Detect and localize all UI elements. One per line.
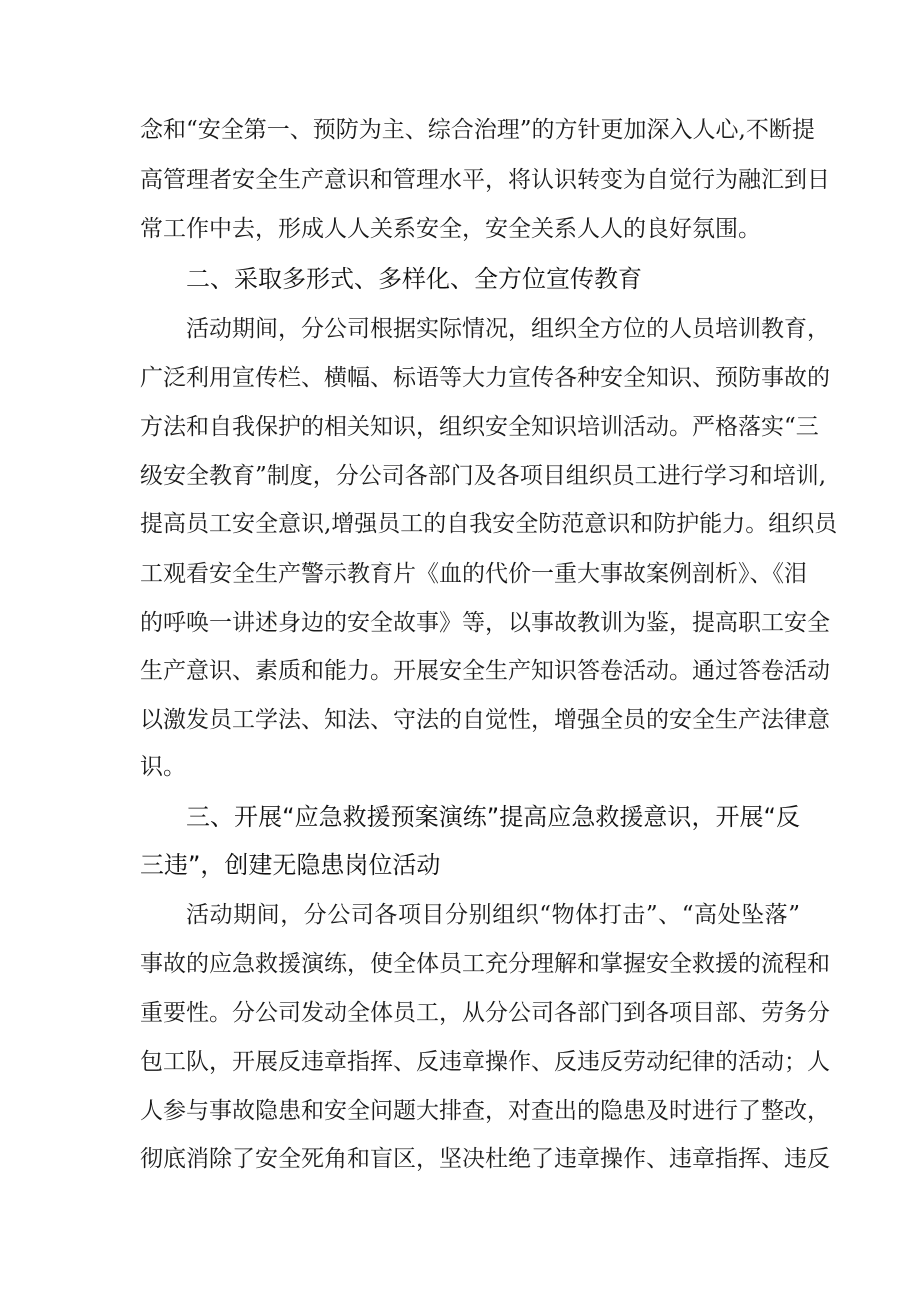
- paragraph-2-line-3: 方法和自我保护的相关知识，组织安全知识培训活动。严格落实“三: [140, 414, 819, 440]
- section-heading-3-line-2: 三违”，创建无隐患岗位活动: [140, 851, 441, 879]
- section-heading-2: 二、采取多形式、多样化、全方位宣传教育: [186, 265, 642, 293]
- paragraph-3-line-6: 彻底消除了安全死角和盲区，坚决杜绝了违章操作、违章指挥、违反: [140, 1146, 830, 1172]
- paragraph-2-line-4: 级安全教育”制度，分公司各部门及各项目组织员工进行学习和培训,: [140, 463, 827, 489]
- paragraph-3-line-4: 包工队，开展反违章指挥、反违章操作、反违反劳动纪律的活动；人: [140, 1049, 830, 1075]
- section-heading-3-line-1: 三、开展“应急救援预案演练”提高应急救援意识，开展“反: [186, 803, 800, 831]
- paragraph-3-line-2: 事故的应急救援演练，使全体员工充分理解和掌握安全救援的流程和: [140, 951, 830, 977]
- paragraph-3-line-5: 人参与事故隐患和安全问题大排查，对查出的隐患及时进行了整改，: [140, 1098, 830, 1124]
- paragraph-3-line-3: 重要性。分公司发动全体员工，从分公司各部门到各项目部、劳务分: [140, 1000, 830, 1026]
- paragraph-2-line-9: 以激发员工学法、知法、守法的自觉性，增强全员的安全生产法律意: [140, 707, 830, 733]
- paragraph-2-line-7: 的呼唤一讲述身边的安全故事》等，以事故教训为鉴，提高职工安全: [140, 610, 830, 636]
- paragraph-2-line-1: 活动期间，分公司根据实际情况，组织全方位的人员培训教育，: [186, 316, 830, 342]
- paragraph-3-line-1: 活动期间，分公司各项目分别组织“物体打击”、“高处坠落”: [186, 902, 800, 928]
- paragraph-2-line-8: 生产意识、素质和能力。开展安全生产知识答卷活动。通过答卷活动: [140, 658, 830, 684]
- paragraph-1-line-3: 常工作中去，形成人人关系安全，安全关系人人的良好氛围。: [140, 216, 761, 242]
- paragraph-1-line-1: 念和“安全第一、预防为主、综合治理”的方针更加深入人心,不断提: [140, 117, 815, 143]
- paragraph-2-line-5: 提高员工安全意识,增强员工的自我安全防范意识和防护能力。组织员: [140, 511, 838, 537]
- paragraph-2-line-10: 识。: [140, 754, 186, 780]
- paragraph-2-line-2: 广泛利用宣传栏、横幅、标语等大力宣传各种安全知识、预防事故的: [140, 365, 830, 391]
- paragraph-2-line-6: 工观看安全生产警示教育片《血的代价一重大事故案例剖析》、《泪: [140, 561, 807, 587]
- paragraph-1-line-2: 高管理者安全生产意识和管理水平，将认识转变为自觉行为融汇到日: [140, 167, 830, 193]
